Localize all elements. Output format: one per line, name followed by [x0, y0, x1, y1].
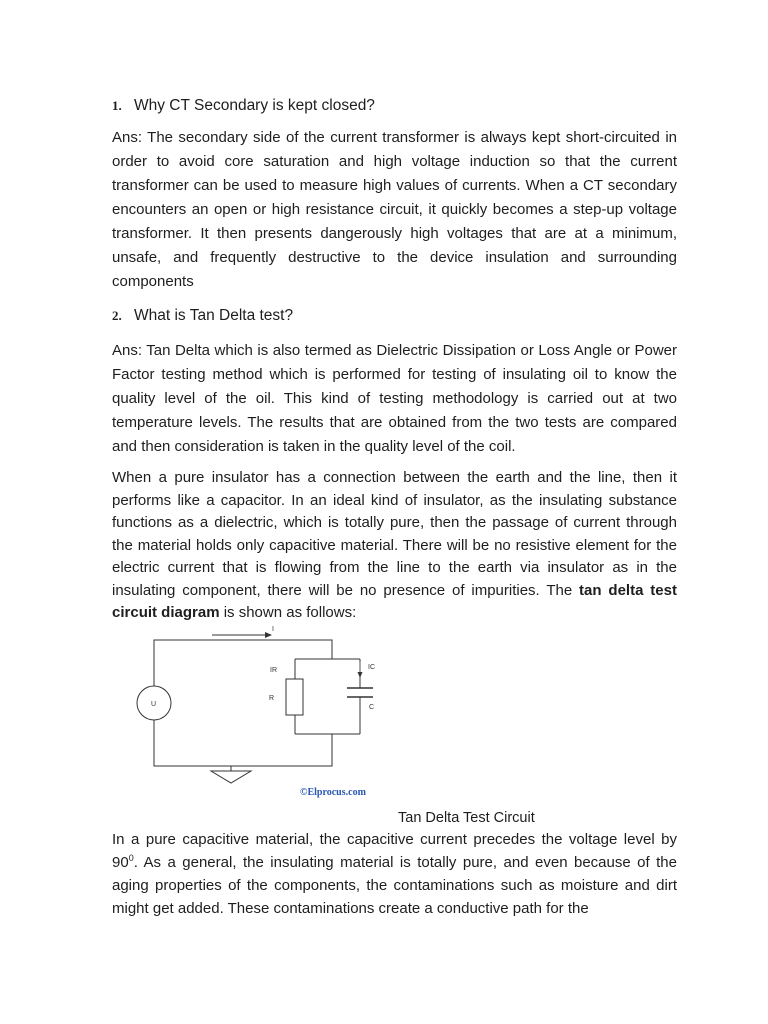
- bottom-wire: [154, 720, 332, 766]
- capacitive-paragraph: [112, 828, 677, 920]
- question-2-answer: Ans: Tan Delta which is also termed as Dielectric Dissipation or Loss Angle or Power Factor testing method which is performed for testing of insulating oil to know the quality level of the oil. This kind of testing methodology is carried out at two temperature levels. The results that are obtained from the two tests are compared and then consideration is taken in the quality level of the coil.: [112, 342, 677, 455]
- arrow-head-icon: [265, 632, 272, 638]
- ground-icon: [211, 771, 251, 783]
- source-label: U: [151, 701, 157, 708]
- capacitor-label: C: [369, 704, 375, 711]
- capacitive-text-b: . As a general, the insulating material is totally pure, and even because of the aging properties of the components, the contaminations such as moisture and dirt might get added. These contaminations create a conductive path for the: [112, 854, 677, 917]
- insulator-paragraph-tail: is shown as follows:: [223, 604, 357, 621]
- figure-watermark: ©Elprocus.com: [300, 787, 366, 798]
- question-2-title: What is Tan Delta test?: [134, 307, 294, 324]
- question-2-number: 2.: [112, 308, 122, 323]
- current-label: I: [272, 626, 274, 633]
- circuit-diagram-term: tan delta test circuit diagram: [112, 581, 677, 621]
- resistor-icon: [286, 679, 303, 715]
- question-1-heading: [112, 96, 375, 116]
- insulator-paragraph-text: When a pure insulator has a connection between the earth and the line, then it performs like a capacitor. In an ideal kind of insulator, as the insulating substance functions as a dielectric, which is totally pure, then the passage of current through the material holds only capacitive material. There will be no resistive element for the electric current that is flowing from the line to the earth via insulator as in the insulating component, there will be no presence of impurities. The: [112, 469, 677, 599]
- capacitive-text-a: In a pure capacitive material, the capacitive current precedes the voltage level by 90: [112, 831, 677, 871]
- insulator-paragraph: [112, 467, 677, 625]
- resistor-label: R: [269, 695, 275, 702]
- tan-delta-circuit-figure: [120, 624, 410, 804]
- top-wire: [154, 640, 332, 686]
- question-2-heading: [112, 306, 293, 326]
- tan-delta-circuit-diagram: [120, 624, 410, 804]
- ic-label: IC: [368, 664, 375, 671]
- ir-label: IR: [270, 667, 277, 674]
- figure-caption: Tan Delta Test Circuit: [398, 810, 535, 826]
- question-1-title: Why CT Secondary is kept closed?: [134, 97, 375, 114]
- degree-superscript: 0: [128, 853, 134, 863]
- question-1-number: 1.: [112, 98, 122, 113]
- question-1-answer: Ans: The secondary side of the current transformer is always kept short-circuited in order to avoid core saturation and high voltage induction so that the current transformer can be used to measure high values of currents. When a CT secondary encounters an open or high resistance circuit, it quickly becomes a step-up voltage transformer. It then presents dangerously high voltages that are at a minimum, unsafe, and frequently destructive to the device insulation and surrounding components: [112, 129, 677, 290]
